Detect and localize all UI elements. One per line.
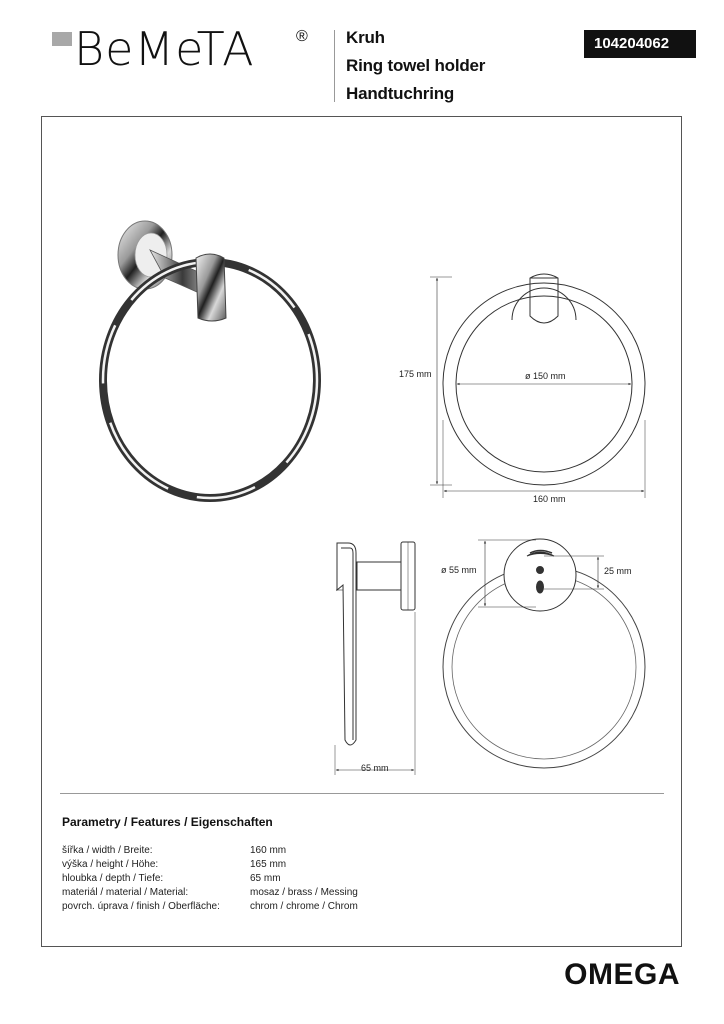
features-row <box>62 844 358 858</box>
features-table <box>62 844 358 914</box>
features-row <box>62 886 358 900</box>
dim-front-height: 175 mm <box>399 369 432 379</box>
dim-side-depth: 65 mm <box>361 763 389 773</box>
feature-value: 65 mm <box>250 873 281 884</box>
dim-front-width: 160 mm <box>533 494 566 504</box>
title-cz: Kruh <box>346 28 385 47</box>
front-view-drawing <box>430 274 645 498</box>
features-separator <box>60 793 664 794</box>
dim-hole-spacing: 25 mm <box>604 566 632 576</box>
feature-label: povrch. úprava / finish / Oberfläche: <box>62 901 220 912</box>
dim-front-inner-diameter: ø 150 mm <box>525 371 566 381</box>
product-code-badge: 104204062 <box>584 30 696 58</box>
feature-value: 160 mm <box>250 845 287 856</box>
features-row <box>62 900 358 914</box>
feature-label: hloubka / depth / Tiefe: <box>62 873 164 884</box>
features-row <box>62 858 358 872</box>
product-photo <box>103 221 317 498</box>
logo-wordmark: BeMeTA <box>74 22 255 76</box>
feature-value: 165 mm <box>250 859 287 870</box>
feature-value: chrom / chrome / Chrom <box>250 901 358 912</box>
feature-value: mosaz / brass / Messing <box>250 887 358 898</box>
feature-label: materiál / material / Material: <box>62 887 189 898</box>
feature-label: šířka / width / Breite: <box>62 845 153 856</box>
feature-label: výška / height / Höhe: <box>62 859 159 870</box>
series-name: OMEGA <box>564 958 680 991</box>
side-view-drawing <box>335 542 415 775</box>
registered-mark: ® <box>296 28 308 45</box>
title-de: Handtuchring <box>346 84 455 103</box>
dim-rosette-diameter: ø 55 mm <box>441 565 477 575</box>
features-title: Parametry / Features / Eigenschaften <box>62 815 273 829</box>
features-row <box>62 872 358 886</box>
title-en: Ring towel holder <box>346 56 486 75</box>
